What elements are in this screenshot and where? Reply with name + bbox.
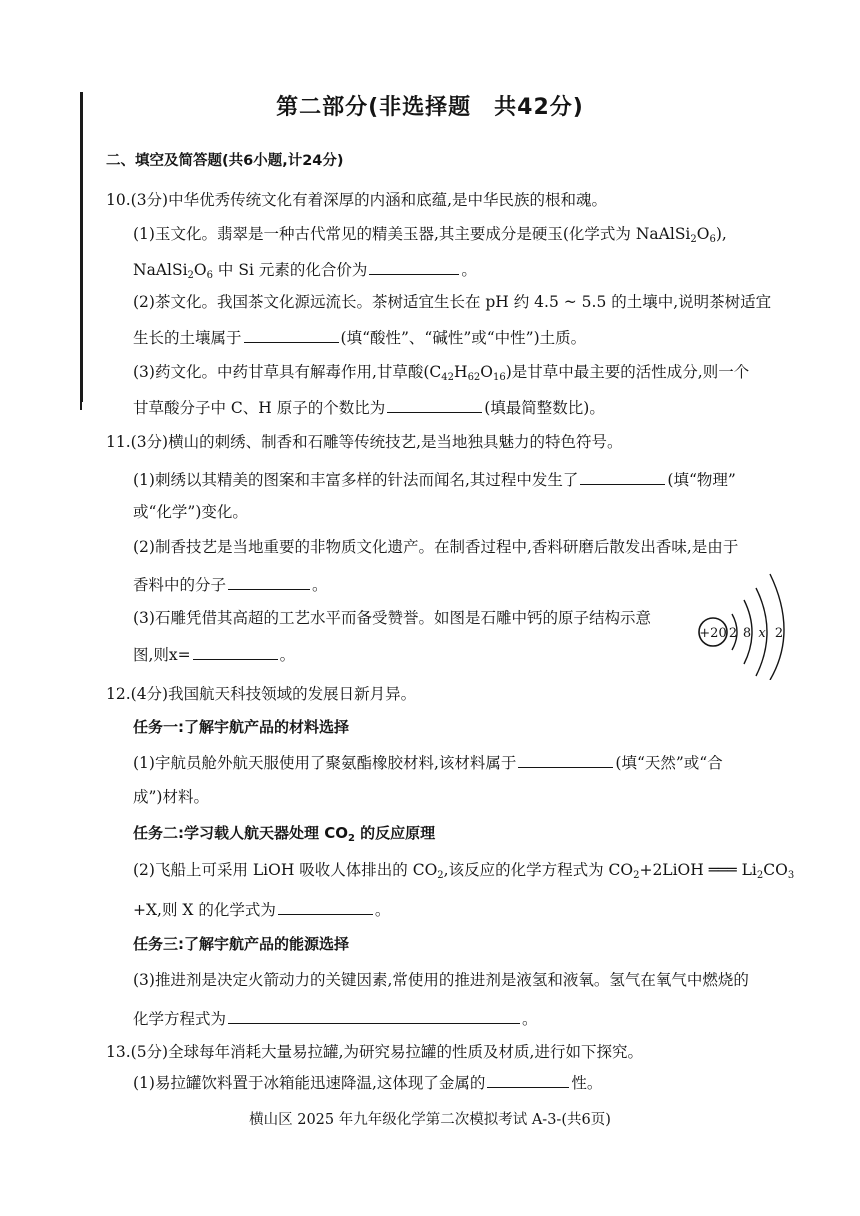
q12-task1-heading: 任务一:了解宇航产品的材料选择	[133, 718, 350, 736]
q12-stem: 12.(4分)我国航天科技领域的发展日新月异。	[106, 685, 417, 703]
q11-stem: 11.(3分)横山的刺绣、制香和石雕等传统技艺,是当地独具魅力的特色符号。	[106, 433, 623, 451]
page-footer: 横山区 2025 年九年级化学第二次模拟考试 A-3-(共6页)	[249, 1112, 611, 1128]
q10-stem: 10.(3分)中华优秀传统文化有着深厚的内涵和底蕴,是中华民族的根和魂。	[106, 191, 608, 209]
answer-blank-q13-1[interactable]	[487, 1071, 569, 1088]
atom-shell-1-electrons: 2	[728, 626, 738, 641]
q11-part3-line2: 图,则x= 。	[133, 643, 295, 665]
q12-task2-heading: 任务二:学习载人航天器处理 $CO_2$ 的反应原理	[133, 824, 436, 844]
answer-blank-q12-2[interactable]	[278, 898, 373, 915]
margin-binding-mark	[80, 398, 82, 410]
calcium-atom-structure-diagram	[692, 570, 802, 680]
q12-part3-line2: 化学方程式为 。	[133, 1007, 538, 1029]
page-title: 第二部分(非选择题 共42分)	[276, 95, 584, 120]
q12-part3-line1: (3)推进剂是决定火箭动力的关键因素,常使用的推进剂是液氢和液氧。氢气在氧气中燃烧的	[133, 971, 749, 989]
margin-binding-line	[80, 92, 83, 402]
q12-task3-heading: 任务三:了解宇航产品的能源选择	[133, 935, 350, 953]
q13-stem: 13.(5分)全球每年消耗大量易拉罐,为研究易拉罐的性质及材质,进行如下探究。	[106, 1043, 643, 1061]
q11-part1-line2: 或“化学”)变化。	[133, 503, 248, 521]
answer-blank-q10-2[interactable]	[244, 326, 339, 343]
q13-part1-line: (1)易拉罐饮料置于冰箱能迅速降温,这体现了金属的 性。	[133, 1071, 602, 1093]
q12-part2-line2: +X,则 X 的化学式为 。	[133, 898, 390, 920]
q12-part1-line1: (1)宇航员舱外航天服使用了聚氨酯橡胶材料,该材料属于 (填“天然”或“合	[133, 751, 723, 773]
q12-part2-line1: (2)飞船上可采用 LiOH 吸收人体排出的 $CO_2$,该反应的化学方程式为 $CO_2+2LiOH$ ═══ $Li_2CO_3$	[133, 861, 795, 881]
q11-part2-line2: 香料中的分子 。	[133, 573, 328, 595]
q11-part2-line1: (2)制香技艺是当地重要的非物质文化遗产。在制香过程中,香料研磨后散发出香味,是由于	[133, 538, 739, 556]
q12-part1-line2: 成”)材料。	[133, 788, 209, 806]
answer-blank-q10-3[interactable]	[387, 396, 482, 413]
answer-blank-q12-1[interactable]	[518, 751, 613, 768]
atom-shell-4-electrons: 2	[774, 626, 784, 641]
q11-part1-line1: (1)刺绣以其精美的图案和丰富多样的针法而闻名,其过程中发生了 (填“物理”	[133, 468, 736, 490]
q10-part1-line1: (1)玉文化。翡翠是一种古代常见的精美玉器,其主要成分是硬玉(化学式为 $NaAlSi_2O_6$),	[133, 225, 727, 245]
answer-blank-q11-3[interactable]	[193, 643, 278, 660]
answer-blank-q10-1[interactable]	[369, 258, 459, 275]
q10-part1-line2: $NaAlSi_2O_6$ 中 Si 元素的化合价为 。	[133, 258, 477, 286]
atom-shell-3-electrons: x	[758, 626, 766, 641]
q10-part3-line1: (3)药文化。中药甘草具有解毒作用,甘草酸$(C_{42}H_{62}O_{16})$是甘草中最主要的活性成分,则一个	[133, 363, 750, 383]
answer-blank-q11-1[interactable]	[580, 468, 665, 485]
section-heading: 二、填空及简答题(共6小题,计24分)	[106, 153, 344, 169]
atom-shell-2-electrons: 8	[742, 626, 752, 641]
answer-blank-q11-2[interactable]	[228, 573, 310, 590]
answer-blank-q12-3[interactable]	[228, 1007, 520, 1024]
q10-part2-line1: (2)茶文化。我国茶文化源远流长。茶树适宜生长在 pH 约 4.5 ~ 5.5 的土壤中,说明茶树适宜	[133, 293, 772, 311]
q10-part3-line2: 甘草酸分子中 C、H 原子的个数比为 (填最简整数比)。	[133, 396, 605, 418]
q11-part3-line1: (3)石雕凭借其高超的工艺水平而备受赞誉。如图是石雕中钙的原子结构示意	[133, 609, 651, 627]
atom-nucleus-charge: +20	[699, 626, 727, 641]
q10-part2-line2: 生长的土壤属于 (填“酸性”、“碱性”或“中性”)土质。	[133, 326, 586, 348]
